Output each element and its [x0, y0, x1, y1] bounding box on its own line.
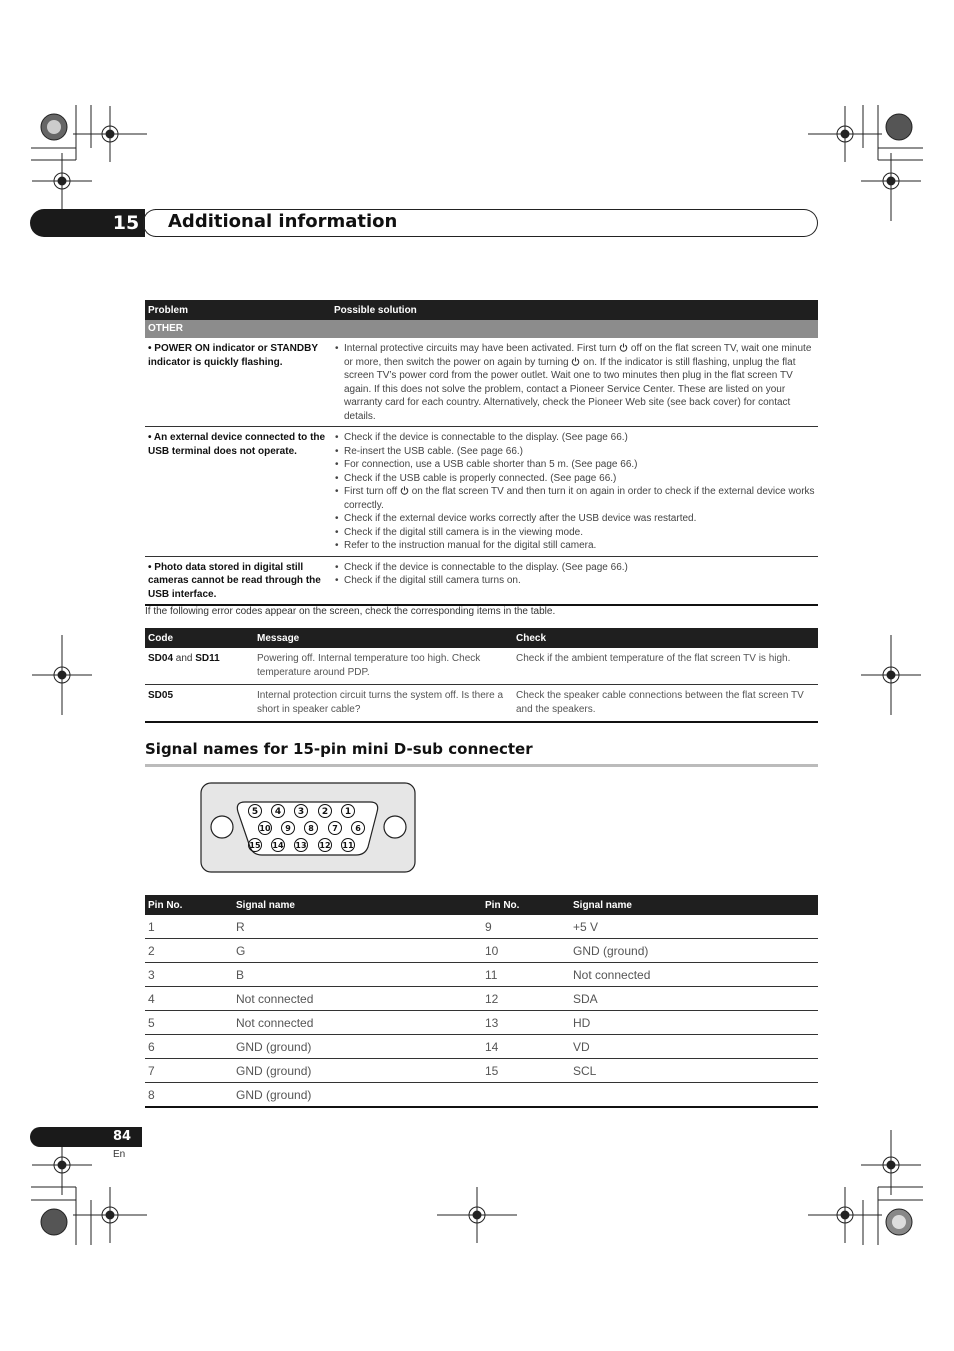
error-message: Powering off. Internal temperature too high. Check temperature around PDP. — [254, 648, 513, 685]
pin-signal-table — [145, 895, 818, 1108]
table-header-row — [145, 895, 818, 915]
solution-bullet: • Check if the device is connectable to the display. (See page 66.) — [344, 431, 815, 445]
solution-cell — [331, 556, 818, 605]
group-label: OTHER — [145, 320, 818, 338]
column-header-pin: Pin No. — [145, 895, 233, 915]
table-row: 3 B 11 Not connected — [145, 963, 818, 987]
column-header-check: Check — [513, 628, 818, 648]
solution-cell — [331, 427, 818, 557]
solution-cell — [331, 338, 818, 427]
power-icon — [571, 357, 580, 366]
solution-bullet: • Check if the external device works correctly after the USB device was restarted. — [344, 512, 815, 526]
pin-label: 3 — [297, 807, 305, 817]
pin-label: 7 — [332, 824, 338, 833]
table-row: 4 Not connected 12 SDA — [145, 987, 818, 1011]
troubleshooting-table — [145, 300, 818, 606]
solution-bullet: • Check if the USB cable is properly connected. (See page 66.) — [344, 472, 815, 486]
column-header-signal: Signal name — [233, 895, 482, 915]
table-row: 5 Not connected 13 HD — [145, 1011, 818, 1035]
section-title: Signal names for 15-pin mini D-sub connecter — [145, 740, 533, 758]
pin-label: 14 — [272, 841, 284, 850]
pin-label: 8 — [308, 824, 314, 833]
table-row — [145, 427, 818, 557]
chapter-title: Additional information — [168, 211, 398, 232]
table-row — [145, 556, 818, 605]
power-icon — [400, 486, 409, 495]
table-row: 6 GND (ground) 14 VD — [145, 1035, 818, 1059]
table-row — [145, 685, 818, 723]
pin-label: 5 — [251, 807, 259, 817]
dsub-connector-diagram — [200, 782, 418, 874]
problem-cell: • POWER ON indicator or STANDBY indicator is quickly flashing. — [145, 338, 331, 427]
chapter-number: 15 — [112, 212, 140, 234]
group-row — [145, 320, 818, 338]
section-rule — [145, 764, 818, 767]
table-header-row — [145, 300, 818, 320]
solution-bullet: • First turn off on the flat screen TV and then turn it on again in order to check if the external device works correctly. — [344, 485, 815, 512]
error-code-table — [145, 628, 818, 723]
error-message: Internal protection circuit turns the system off. Is there a short in speaker cable? — [254, 685, 513, 723]
problem-cell: • An external device connected to the USB terminal does not operate. — [145, 427, 331, 557]
column-header-solution: Possible solution — [331, 300, 818, 320]
solution-bullet: • Check if the digital still camera turns on. — [344, 574, 815, 588]
solution-bullet: • Re-insert the USB cable. (See page 66.) — [344, 445, 815, 459]
error-code-note: If the following error codes appear on the screen, check the corresponding items in the table. — [145, 606, 556, 617]
pin-label: 6 — [355, 824, 361, 833]
table-row: 1 R 9 +5 V — [145, 915, 818, 939]
solution-bullet: • Internal protective circuits may have been activated. First turn off on the flat screen TV, wait one minute or more, then switch the power on again by turning on. If the indicator is still flashing, unplug the flat screen TV’s power cord from the power outlet. Wait one to two minutes then plug in the flat screen TV again. If this does not solve the problem, contact a Pioneer Service Center. These are listed on your warranty card for each country. Alternatively, check the Pioneer Web site (see back cover) for contact details. — [344, 342, 815, 423]
solution-bullet: • For connection, use a USB cable shorter than 5 m. (See page 66.) — [344, 458, 815, 472]
pin-label: 11 — [342, 841, 354, 850]
column-header-signal: Signal name — [570, 895, 818, 915]
pin-label: 1 — [344, 807, 352, 817]
pin-label: 12 — [319, 841, 331, 850]
pin-label: 4 — [274, 807, 282, 817]
pin-label: 2 — [321, 807, 329, 817]
solution-bullet: • Refer to the instruction manual for the digital still camera. — [344, 539, 815, 553]
power-icon — [619, 343, 628, 352]
table-row — [145, 648, 818, 685]
error-check: Check if the ambient temperature of the flat screen TV is high. — [513, 648, 818, 685]
pin-label: 13 — [295, 841, 307, 850]
table-row: 8 GND (ground) — [145, 1083, 818, 1108]
solution-bullet: • Check if the digital still camera is in the viewing mode. — [344, 526, 815, 540]
solution-bullet: • Check if the device is connectable to the display. (See page 66.) — [344, 561, 815, 575]
column-header-message: Message — [254, 628, 513, 648]
pin-label: 9 — [285, 824, 291, 833]
pin-label: 15 — [249, 841, 261, 850]
page-number: 84 — [112, 1129, 132, 1144]
error-code: SD04 and SD11 — [145, 648, 254, 685]
problem-cell: • Photo data stored in digital still cameras cannot be read through the USB interface. — [145, 556, 331, 605]
column-header-code: Code — [145, 628, 254, 648]
column-header-pin: Pin No. — [482, 895, 570, 915]
pin-label: 10 — [259, 824, 271, 833]
error-check: Check the speaker cable connections between the flat screen TV and the speakers. — [513, 685, 818, 723]
page-language: En — [113, 1149, 126, 1160]
column-header-problem: Problem — [145, 300, 331, 320]
table-row — [145, 338, 818, 427]
table-row: 2 G 10 GND (ground) — [145, 939, 818, 963]
error-code: SD05 — [145, 685, 254, 723]
table-header-row — [145, 628, 818, 648]
table-row: 7 GND (ground) 15 SCL — [145, 1059, 818, 1083]
